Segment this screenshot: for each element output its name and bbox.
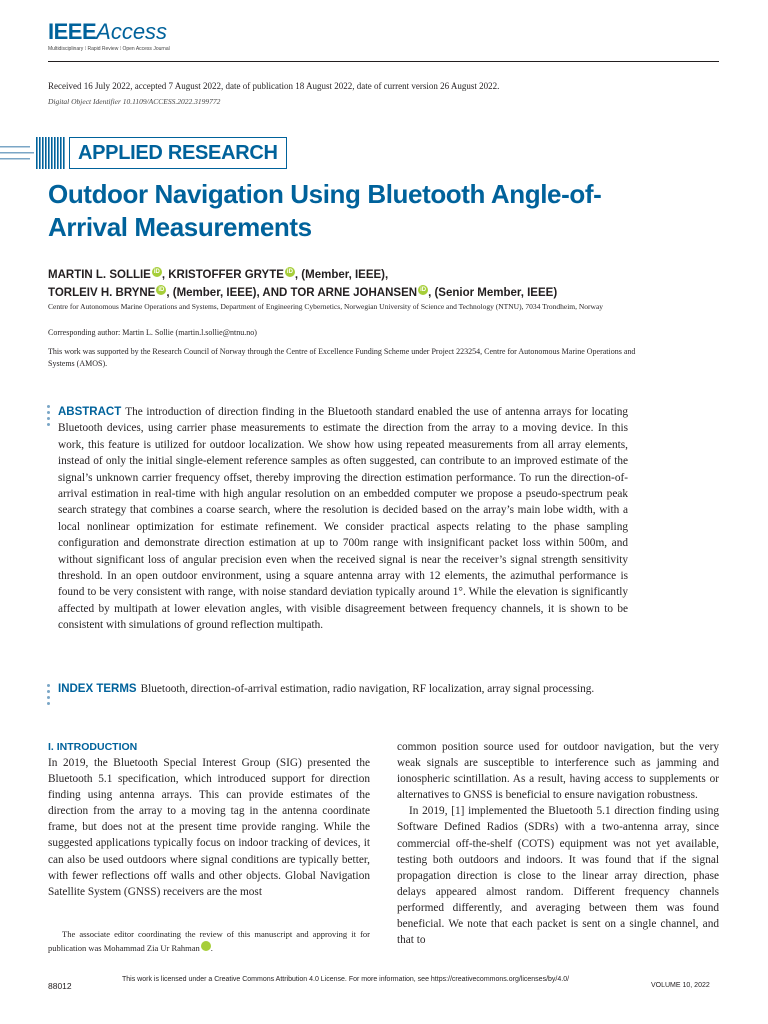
body-paragraph: In 2019, [1] implemented the Bluetooth 5.1 direction finding using Software Defined Radios (SDRs) with a two-antenna array, since commercial off-the-shelf (COTS) equipment was not yet available, testing both outdoors and indoors. It was found that if the signal propagation direction is close to the linear array direction, phase delays appeared almost random. Different frequency channels performed differently, and averaging between them was found beneficial. We note that each packet is sent on a single channel, and that to [397, 805, 719, 947]
doi-line: Digital Object Identifier 10.1109/ACCESS.2022.3199772 [48, 97, 221, 106]
orcid-icon[interactable]: iD [420, 287, 427, 294]
page-number: 88012 [48, 981, 72, 991]
paper-title: Outdoor Navigation Using Bluetooth Angle-of-Arrival Measurements [48, 179, 602, 242]
license-notice[interactable]: This work is licensed under a Creative Commons Attribution 4.0 License. For more information, see https://creativecommons.org/licenses/by/4.0/ [122, 976, 570, 983]
section-banner [69, 137, 287, 169]
author-name: , KRISTOFFER GRYTE [161, 269, 284, 281]
author-name: MARTIN L. SOLLIE [48, 269, 151, 281]
journal-tagline: Multidisciplinary ⁞ Rapid Review ⁞ Open Access Journal [48, 46, 170, 52]
corresponding-author: Corresponding author: Martin L. Sollie (martin.l.sollie@ntnu.no) [48, 328, 257, 337]
editor-footnote [48, 927, 370, 955]
logo-ieee: IEEE [48, 19, 97, 44]
footnote-end: . [210, 943, 213, 953]
abstract-marker-icon [47, 405, 51, 429]
orcid-icon[interactable]: iD [158, 287, 165, 294]
funding-note: This work was supported by the Research Council of Norway through the Centre of Excellence Funding Scheme under Project 223254, Centre for Autonomous Marine Operations and Systems (AMOS). [48, 347, 636, 368]
author-role: , (Member, IEEE), AND TOR ARNE JOHANSEN [166, 287, 418, 299]
body-paragraph: In 2019, the Bluetooth Special Interest Group (SIG) presented the Bluetooth 5.1 specification, which introduced support for direction finding using antenna arrays. This can provide estimates of the direction from the array to a moving tag in the antenna coordinate frame, but does not at the present time provide ranging. While the suggested applications typically focus on indoor tracking of devices, it can also be used outdoors where signal conditions are typically better, with fewer reflections off walls and other objects. Global Navigation Satellite System (GNSS) receivers are the most [48, 757, 370, 898]
banner-bars-graphic [0, 135, 66, 171]
header-divider [48, 61, 719, 62]
abstract [58, 404, 628, 634]
author-role: , (Member, IEEE), [294, 269, 389, 281]
journal-logo [48, 20, 167, 44]
author-name: TORLEIV H. BRYNE [48, 287, 156, 299]
index-terms-label: INDEX TERMS [58, 683, 137, 695]
affiliation: Centre for Autonomous Marine Operations and Systems, Department of Engineering Cybernetics, Norwegian University of Science and Technology (NTNU), 7034 Trondheim, Norway [48, 302, 604, 311]
volume-label: VOLUME 10, 2022 [651, 982, 710, 989]
section-heading: I. INTRODUCTION [48, 741, 138, 753]
body-column-right [397, 739, 719, 948]
index-terms-marker-icon [47, 684, 51, 708]
orcid-icon[interactable]: iD [153, 269, 160, 276]
abstract-label: ABSTRACT [58, 406, 122, 418]
footnote-text: The associate editor coordinating the review of this manuscript and approving it for publication was Mohammad Zia Ur Rahman [48, 929, 370, 953]
author-role: , (Senior Member, IEEE) [428, 287, 558, 299]
abstract-text: The introduction of direction finding in the Bluetooth standard enabled the use of antenna arrays for locating Bluetooth devices, using carrier phase measurements to estimate the direction from the array to a moving device. In this work, this feature is utilized for outdoor localization. We show how using repeated measurements from all array elements, instead of only the initial single-element reference samples as often suggested, can contribute to an improved estimate of the signal’s unknown carrier frequency offset, thereby improving the direction estimation performance. To run the direction-of-arrival estimation in real-time with high angular resolution on an embedded computer we propose a pseudo-spectrum peak search strategy that combines a coarse search, where the resolution is decided based on the array’s main lobe width, with a local nonlinear optimization for estimate refinement. We consider practical aspects relating to the phase sampling configuration and demonstrate direction estimation at up to 700m range with insignificant packet loss within 500m, and without significant loss of angular precision even when the received signal is near the receiver’s signal strength sensitivity threshold. In an open outdoor environment, using a square antenna array with 12 elements, the azimuthal performance is found to be very consistent with range, with noise standard deviation typically around 1°. While the elevation is significantly affected by multipath at lower elevation angles, with visible disagreement between frequency channels, it is shown to be consistent with simulations of ground reflection multipath. [58, 406, 628, 632]
body-paragraph: common position source used for outdoor navigation, but the very weak signals are susceptible to interference such as jamming and ionospheric scintillation. As a result, having access to supplements or alternatives to GNSS is beneficial to ensure navigation robustness. [397, 741, 719, 802]
section-banner-label: APPLIED RESEARCH [78, 142, 278, 164]
author-list [48, 266, 688, 302]
orcid-icon[interactable]: iD [286, 269, 293, 276]
orcid-icon[interactable]: iD [201, 941, 211, 951]
index-terms-text: Bluetooth, direction-of-arrival estimation, radio navigation, RF localization, array signal processing. [140, 683, 595, 695]
received-dates: Received 16 July 2022, accepted 7 August 2022, date of publication 18 August 2022, date of current version 26 August 2022. [48, 81, 500, 91]
logo-access: Access [96, 19, 168, 44]
index-terms [58, 681, 628, 697]
body-column-left [48, 739, 370, 900]
